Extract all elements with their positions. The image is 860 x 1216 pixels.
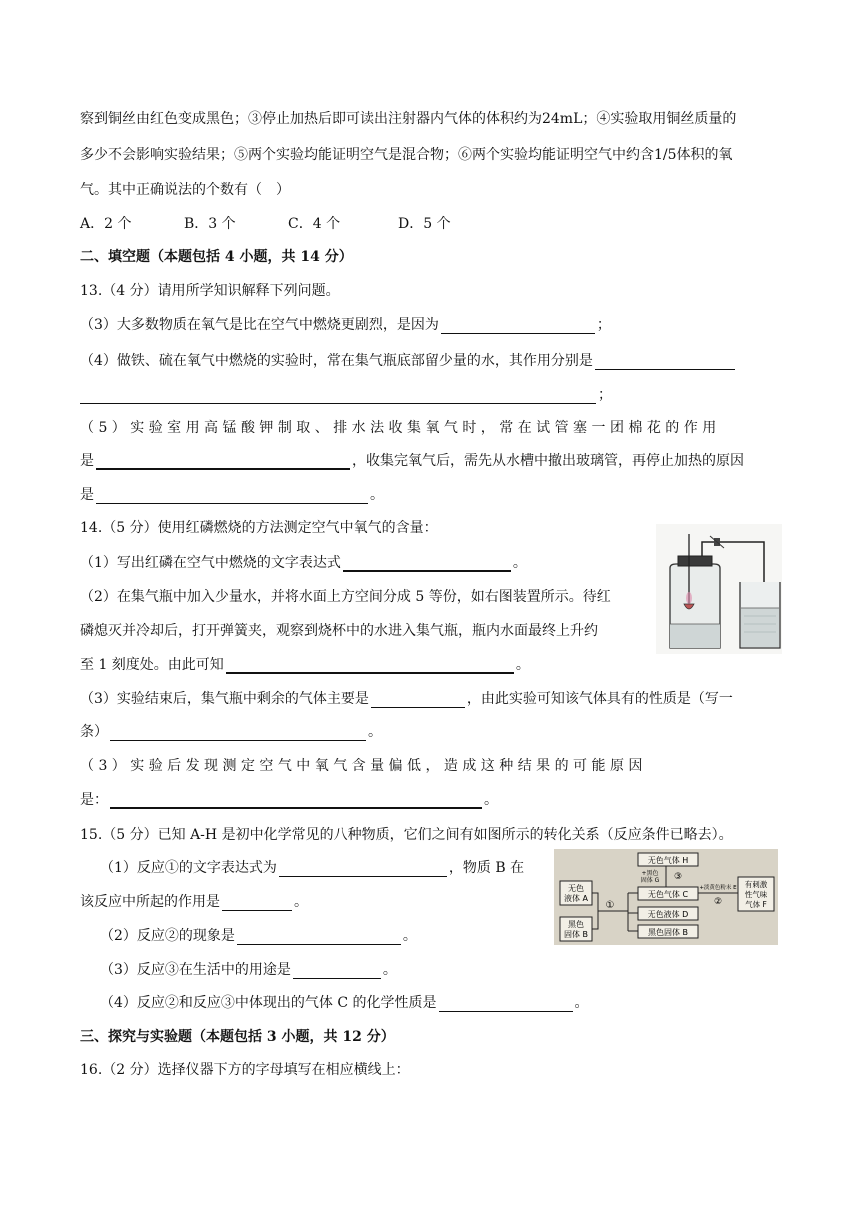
punctuation: ；	[598, 387, 612, 403]
box-liquid-d-label: 无色液体 D	[647, 910, 689, 919]
answer-blank[interactable]	[441, 319, 595, 334]
question-14-part-1	[80, 554, 527, 572]
question-13-stem: 13.（4 分）请用所学知识解释下列问题。	[80, 283, 340, 299]
conversion-diagram	[554, 849, 778, 945]
conversion-flowchart	[554, 849, 778, 945]
option-d: D．5 个	[398, 216, 451, 232]
question-15-part-3	[100, 961, 397, 979]
question-13-part-5-text: 是	[80, 453, 94, 469]
question-14-part-4-line-2	[80, 791, 498, 809]
step-1-label: ①	[605, 900, 615, 911]
question-14-part-3-line-1	[80, 690, 733, 708]
question-14-part-1-text: （1）写出红磷在空气中燃烧的文字表达式	[80, 555, 341, 571]
question-13-part-5-line-2	[80, 452, 744, 470]
section-2-heading: 二、填空题（本题包括 4 小题，共 14 分）	[80, 249, 353, 265]
box-gas-h-label: 无色气体 H	[647, 856, 689, 865]
box-gas-c-label: 无色气体 C	[647, 890, 689, 899]
question-12-text-line-3: 气。其中正确说法的个数有（ ）	[80, 182, 290, 198]
punctuation: 。	[515, 657, 530, 673]
punctuation: 。	[368, 724, 382, 740]
punctuation: 。	[294, 894, 308, 910]
question-15-stem: 15.（5 分）已知 A-H 是初中化学常见的八种物质，它们之间有如图所示的转化关系（反应条件已略去）。	[80, 827, 733, 843]
punctuation: 。	[402, 928, 417, 944]
answer-blank[interactable]	[371, 693, 465, 708]
box-solid-b-output-label: 黑色固体 B	[647, 928, 689, 937]
box-gas-f-line-2: 性气味	[744, 890, 768, 899]
option-c: C．4 个	[288, 216, 341, 232]
section-3-heading: 三、探究与实验题（本题包括 3 小题，共 12 分）	[80, 1029, 395, 1045]
question-13-part-5-text: 是	[80, 487, 94, 503]
question-15-part-1-text: 该反应中所起的作用是	[80, 894, 220, 910]
box-liquid-a-line-2: 液体 A	[563, 894, 589, 903]
answer-blank[interactable]	[96, 454, 350, 470]
question-15-part-4-text: （4）反应②和反应③中体现出的气体 C 的化学性质是	[100, 995, 437, 1011]
question-14-part-3-line-2	[80, 723, 382, 741]
question-13-part-3	[80, 316, 611, 334]
question-14-part-2-text: 至 1 刻度处。由此可知	[80, 657, 224, 673]
question-14-part-2-line-1: （2）在集气瓶中加入少量水，并将水面上方空间分成 5 等份，如右图装置所示。待红	[80, 589, 611, 605]
question-13-part-4-line-2	[80, 386, 612, 404]
answer-blank[interactable]	[293, 964, 381, 979]
question-15-part-1-text: （1）反应①的文字表达式为	[100, 860, 277, 876]
answer-blank[interactable]	[595, 355, 735, 370]
question-13-part-4-text: （4）做铁、硫在氧气中燃烧的实验时，常在集气瓶底部留少量的水，其作用分别是	[80, 353, 593, 369]
light-yellow-powder-e-label: +淡黄色粉末 E	[699, 885, 737, 891]
question-15-part-2	[100, 927, 417, 945]
answer-blank[interactable]	[222, 896, 292, 911]
step-3-label: ③	[673, 872, 683, 882]
punctuation: 。	[370, 487, 384, 503]
question-14-part-3-text: 条）	[80, 724, 108, 740]
question-15-part-1-line-2	[80, 893, 308, 911]
question-15-part-2-text: （2）反应②的现象是	[100, 928, 235, 944]
answer-blank[interactable]	[110, 793, 482, 809]
question-12-options	[80, 215, 451, 233]
question-14-part-4-text: 是：	[80, 792, 108, 808]
option-a: A．2 个	[80, 216, 132, 232]
question-13-part-3-text: （3）大多数物质在氧气是比在空气中燃烧更剧烈，是因为	[80, 317, 439, 333]
step-2-label: ②	[713, 897, 723, 907]
question-13-part-5-line-3	[80, 486, 384, 504]
question-14-part-2-line-3	[80, 656, 530, 674]
question-14-part-3-text: ，由此实验可知该气体具有的性质是（写一	[466, 691, 733, 707]
question-13-part-5-line-1: （ 5 ） 实 验 室 用 高 锰 酸 钾 制 取 、 排 水 法 收 集 氧 气 时 ， 常 在 试 管 塞 一 团 棉 花 的 作 用	[80, 420, 717, 436]
box-gas-f-line-1: 有刺激	[744, 880, 768, 889]
box-solid-b-line-2: 固体 B	[563, 930, 589, 939]
red-phosphorus-apparatus-illustration	[656, 524, 782, 654]
answer-blank[interactable]	[80, 389, 596, 404]
question-14-part-3-text: （3）实验结束后，集气瓶中剩余的气体主要是	[80, 691, 369, 707]
question-14-stem: 14.（5 分）使用红磷燃烧的方法测定空气中氧气的含量：	[80, 520, 438, 536]
answer-blank[interactable]	[110, 726, 366, 741]
punctuation: 。	[574, 995, 589, 1011]
question-15-part-3-text: （3）反应③在生活中的用途是	[100, 962, 291, 978]
question-16-stem: 16.（2 分）选择仪器下方的字母填写在相应横线上：	[80, 1062, 410, 1078]
punctuation: 。	[484, 792, 498, 808]
answer-blank[interactable]	[343, 556, 511, 572]
box-liquid-a-line-1: 无色	[568, 884, 584, 893]
box-solid-b-line-1: 黑色	[568, 920, 584, 929]
black-solid-g-line-1: +黑色	[641, 870, 659, 877]
question-12-text-line-2: 多少不会影响实验结果；⑤两个实验均能证明空气是混合物；⑥两个实验均能证明空气中约含1/5体积的氧	[80, 147, 733, 163]
answer-blank[interactable]	[237, 930, 401, 945]
box-gas-f-line-3: 气体 F	[745, 900, 767, 909]
question-15-part-1-text: ，物质 B 在	[448, 860, 525, 876]
question-12-text-line-1: 察到铜丝由红色变成黑色；③停止加热后即可读出注射器内气体的体积约为24mL；④实验取用铜丝质量的	[80, 111, 737, 127]
apparatus-figure	[656, 524, 782, 654]
question-13-part-4	[80, 352, 737, 370]
answer-blank[interactable]	[226, 658, 514, 674]
question-14-part-4-line-1: （ 3 ） 实 验 后 发 现 测 定 空 气 中 氧 气 含 量 偏 低 ， 造 成 这 种 结 果 的 可 能 原 因	[80, 758, 643, 774]
punctuation: 。	[512, 555, 527, 571]
question-14-part-2-line-2: 磷熄灭并冷却后，打开弹簧夹，观察到烧杯中的水进入集气瓶，瓶内水面最终上升约	[80, 623, 598, 639]
answer-blank[interactable]	[96, 489, 368, 504]
question-13-part-5-text: ，收集完氧气后，需先从水槽中撤出玻璃管，再停止加热的原因	[352, 453, 744, 469]
answer-blank[interactable]	[279, 862, 447, 877]
black-solid-g-line-2: 固体 G	[640, 877, 660, 884]
punctuation: 。	[382, 962, 397, 978]
question-15-part-4	[100, 994, 589, 1012]
option-b: B．3 个	[184, 216, 236, 232]
answer-blank[interactable]	[439, 997, 573, 1012]
punctuation: ；	[596, 317, 611, 333]
question-15-part-1-line-1	[100, 859, 524, 877]
